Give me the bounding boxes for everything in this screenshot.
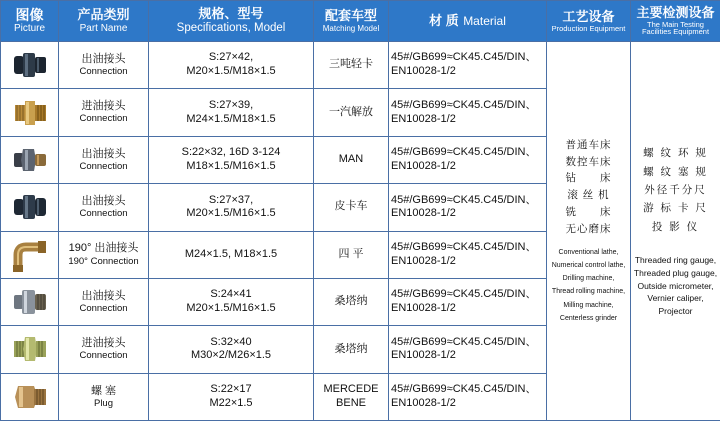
header-test-cn: 主要检测设备	[636, 4, 715, 20]
elbow-90-fitting-icon	[10, 235, 50, 275]
part-name-en: Connection	[79, 208, 128, 220]
model-line: 一汽解放	[329, 105, 373, 118]
picture-cell	[1, 42, 59, 89]
part-name-cell	[59, 278, 149, 325]
header-material-en: Material	[463, 13, 506, 28]
picture-cell	[1, 326, 59, 373]
header-equip-cn: 工艺设备	[562, 8, 615, 24]
spec-line: S:27×39,	[208, 98, 254, 111]
material-line: EN10028-1/2	[391, 349, 456, 362]
material-line: 45#/GB699≈CK45.C45/DIN、	[391, 193, 537, 206]
header-picture-cn: 图像	[15, 7, 44, 24]
part-name-en: Connection	[79, 113, 128, 125]
spec-cell	[149, 184, 314, 231]
spec-cell	[149, 231, 314, 278]
material-cell	[389, 326, 547, 373]
material-cell	[389, 373, 547, 420]
spec-cell	[149, 326, 314, 373]
model-cell	[314, 136, 389, 183]
part-name-cn: 进油接头	[81, 100, 126, 113]
part-name-cn: 螺 塞	[90, 384, 117, 397]
material-line: EN10028-1/2	[391, 396, 456, 409]
material-cell	[389, 89, 547, 136]
picture-cell	[1, 89, 59, 136]
testing-en: Threaded plug gauge,	[633, 267, 718, 278]
part-name-cn: 出油接头	[81, 195, 126, 208]
spec-line: S:27×42,	[208, 51, 254, 64]
model-cell	[314, 231, 389, 278]
spec-line: S:22×32, 16D 3-124	[181, 146, 281, 159]
equipment-en: Thread rolling machine,	[551, 288, 626, 296]
testing-cn: 螺 纹 塞 规	[643, 165, 708, 178]
part-name-cn: 出油接头	[81, 52, 126, 65]
testing-cn: 外径千分尺	[644, 183, 707, 196]
equipment-en: Centerless grinder	[559, 314, 618, 322]
spec-cell	[149, 136, 314, 183]
model-line: 桑塔纳	[334, 295, 368, 308]
material-line: EN10028-1/2	[391, 112, 456, 125]
header-spec-cn: 规格、型号	[198, 5, 264, 21]
header-material-cn: 材 质	[429, 12, 459, 28]
equipment-cn: 滚 丝 机	[567, 189, 610, 202]
material-line: 45#/GB699≈CK45.C45/DIN、	[391, 98, 537, 111]
header-specifications	[149, 1, 314, 42]
spec-line: M20×1.5/M16×1.5	[186, 207, 276, 220]
part-name-cell	[59, 326, 149, 373]
picture-cell	[1, 373, 59, 420]
spec-line: M22×1.5	[209, 396, 253, 409]
model-cell	[314, 326, 389, 373]
steel-hose-fitting-icon	[10, 282, 50, 322]
part-name-en: Connection	[79, 350, 128, 362]
equipment-en: Numerical control lathe,	[551, 261, 626, 269]
header-picture	[1, 1, 59, 42]
equipment-cn: 钻 床	[565, 172, 612, 185]
testing-en: Threaded ring gauge,	[634, 255, 717, 266]
material-cell	[389, 278, 547, 325]
header-spec-en: Specifications, Model	[176, 21, 286, 34]
zinc-nipple-fitting-icon	[10, 329, 50, 369]
part-name-cell	[59, 42, 149, 89]
header-name-cn: 产品类别	[77, 6, 130, 22]
material-line: EN10028-1/2	[391, 65, 456, 78]
hex-plug-icon	[10, 377, 50, 417]
model-line: 桑塔纳	[334, 342, 368, 355]
part-name-en: Connection	[79, 302, 128, 314]
spec-line: M20×1.5/M18×1.5	[186, 65, 276, 78]
picture-cell	[1, 278, 59, 325]
material-line: 45#/GB699≈CK45.C45/DIN、	[391, 146, 537, 159]
header-name-en: Part Name	[79, 22, 128, 34]
equipment-cn: 数控车床	[565, 155, 612, 168]
part-name-cell	[59, 89, 149, 136]
material-line: 45#/GB699≈CK45.C45/DIN、	[391, 51, 537, 64]
equipment-cn: 普通车床	[565, 138, 612, 151]
part-name-en: Plug	[93, 397, 113, 409]
part-name-cell	[59, 136, 149, 183]
testing-en: Projector	[658, 306, 693, 317]
testing-en: Vernier caliper,	[647, 293, 704, 304]
testing-cn: 螺 纹 环 规	[643, 147, 708, 160]
equipment-cn: 铣 床	[565, 205, 612, 218]
model-cell	[314, 42, 389, 89]
model-line: MAN	[338, 153, 364, 166]
spec-line: M24×1.5/M18×1.5	[186, 112, 276, 125]
header-part-name	[59, 1, 149, 42]
material-line: 45#/GB699≈CK45.C45/DIN、	[391, 240, 537, 253]
header-model-cn: 配套车型	[324, 7, 377, 23]
model-line: 四 平	[338, 247, 364, 260]
part-name-cn: 进油接头	[81, 337, 126, 350]
header-material	[389, 1, 547, 42]
equipment-en: Drilling machine,	[562, 275, 615, 283]
model-cell	[314, 89, 389, 136]
spec-line: M18×1.5/M16×1.5	[186, 159, 276, 172]
equipment-cn: 无心磨床	[565, 222, 612, 235]
table-row	[1, 42, 720, 89]
material-cell	[389, 136, 547, 183]
spec-line: S:24×41	[210, 288, 252, 301]
model-cell	[314, 184, 389, 231]
header-model-en: Matching Model	[322, 23, 380, 33]
production-equipment-cell	[547, 42, 631, 421]
spec-line: M20×1.5/M16×1.5	[186, 302, 276, 315]
material-cell	[389, 231, 547, 278]
part-name-en: Connection	[79, 66, 128, 78]
part-name-en: 190° Connection	[68, 255, 139, 267]
equipment-en: Milling machine,	[563, 301, 614, 309]
header-test-en: The Main Testing Facilities Equipment	[641, 19, 710, 37]
brass-nipple-fitting-icon	[10, 93, 50, 133]
spec-line: S:32×40	[210, 335, 252, 348]
part-name-en: Connection	[79, 160, 128, 172]
testing-cn: 投 影 仪	[651, 220, 700, 233]
material-cell	[389, 42, 547, 89]
spec-cell	[149, 278, 314, 325]
part-name-cn: 出油接头	[81, 289, 126, 302]
header-picture-en: Picture	[13, 23, 46, 35]
model-cell	[314, 278, 389, 325]
black-hose-fitting-icon	[10, 187, 50, 227]
material-line: EN10028-1/2	[391, 302, 456, 315]
header-production-equipment	[547, 1, 631, 42]
part-name-cn: 出油接头	[81, 147, 126, 160]
material-line: EN10028-1/2	[391, 207, 456, 220]
model-line: BENE	[336, 396, 366, 409]
testing-en: Outside micrometer,	[637, 280, 714, 291]
material-cell	[389, 184, 547, 231]
testing-equipment-cell	[631, 42, 720, 421]
header-row	[1, 1, 720, 42]
material-line: EN10028-1/2	[391, 159, 456, 172]
equipment-en: Conventional lathe,	[558, 248, 619, 256]
material-line: 45#/GB699≈CK45.C45/DIN、	[391, 335, 537, 348]
model-cell	[314, 373, 389, 420]
part-name-cell	[59, 184, 149, 231]
picture-cell	[1, 231, 59, 278]
spec-cell	[149, 89, 314, 136]
model-line: 三吨轻卡	[329, 58, 373, 71]
spec-line: M30×2/M26×1.5	[190, 349, 272, 362]
spec-line: M24×1.5, M18×1.5	[184, 247, 278, 260]
model-line: MERCEDE	[323, 383, 379, 396]
picture-cell	[1, 136, 59, 183]
spec-line: S:22×17	[210, 383, 252, 396]
header-equip-en: Production Equipment	[551, 23, 626, 33]
testing-cn: 游 标 卡 尺	[643, 202, 708, 215]
picture-cell	[1, 184, 59, 231]
material-line: 45#/GB699≈CK45.C45/DIN、	[391, 288, 537, 301]
spec-line: S:27×37,	[208, 193, 254, 206]
part-name-cell	[59, 231, 149, 278]
spec-cell	[149, 373, 314, 420]
material-line: EN10028-1/2	[391, 254, 456, 267]
header-matching-model	[314, 1, 389, 42]
part-name-cn: 190° 出油接头	[68, 242, 139, 255]
black-hose-fitting-icon	[10, 45, 50, 85]
hex-hose-fitting-icon	[10, 140, 50, 180]
material-line: 45#/GB699≈CK45.C45/DIN、	[391, 383, 537, 396]
spec-cell	[149, 42, 314, 89]
part-name-cell	[59, 373, 149, 420]
model-line: 皮卡车	[334, 200, 368, 213]
header-testing-equipment	[631, 1, 720, 42]
